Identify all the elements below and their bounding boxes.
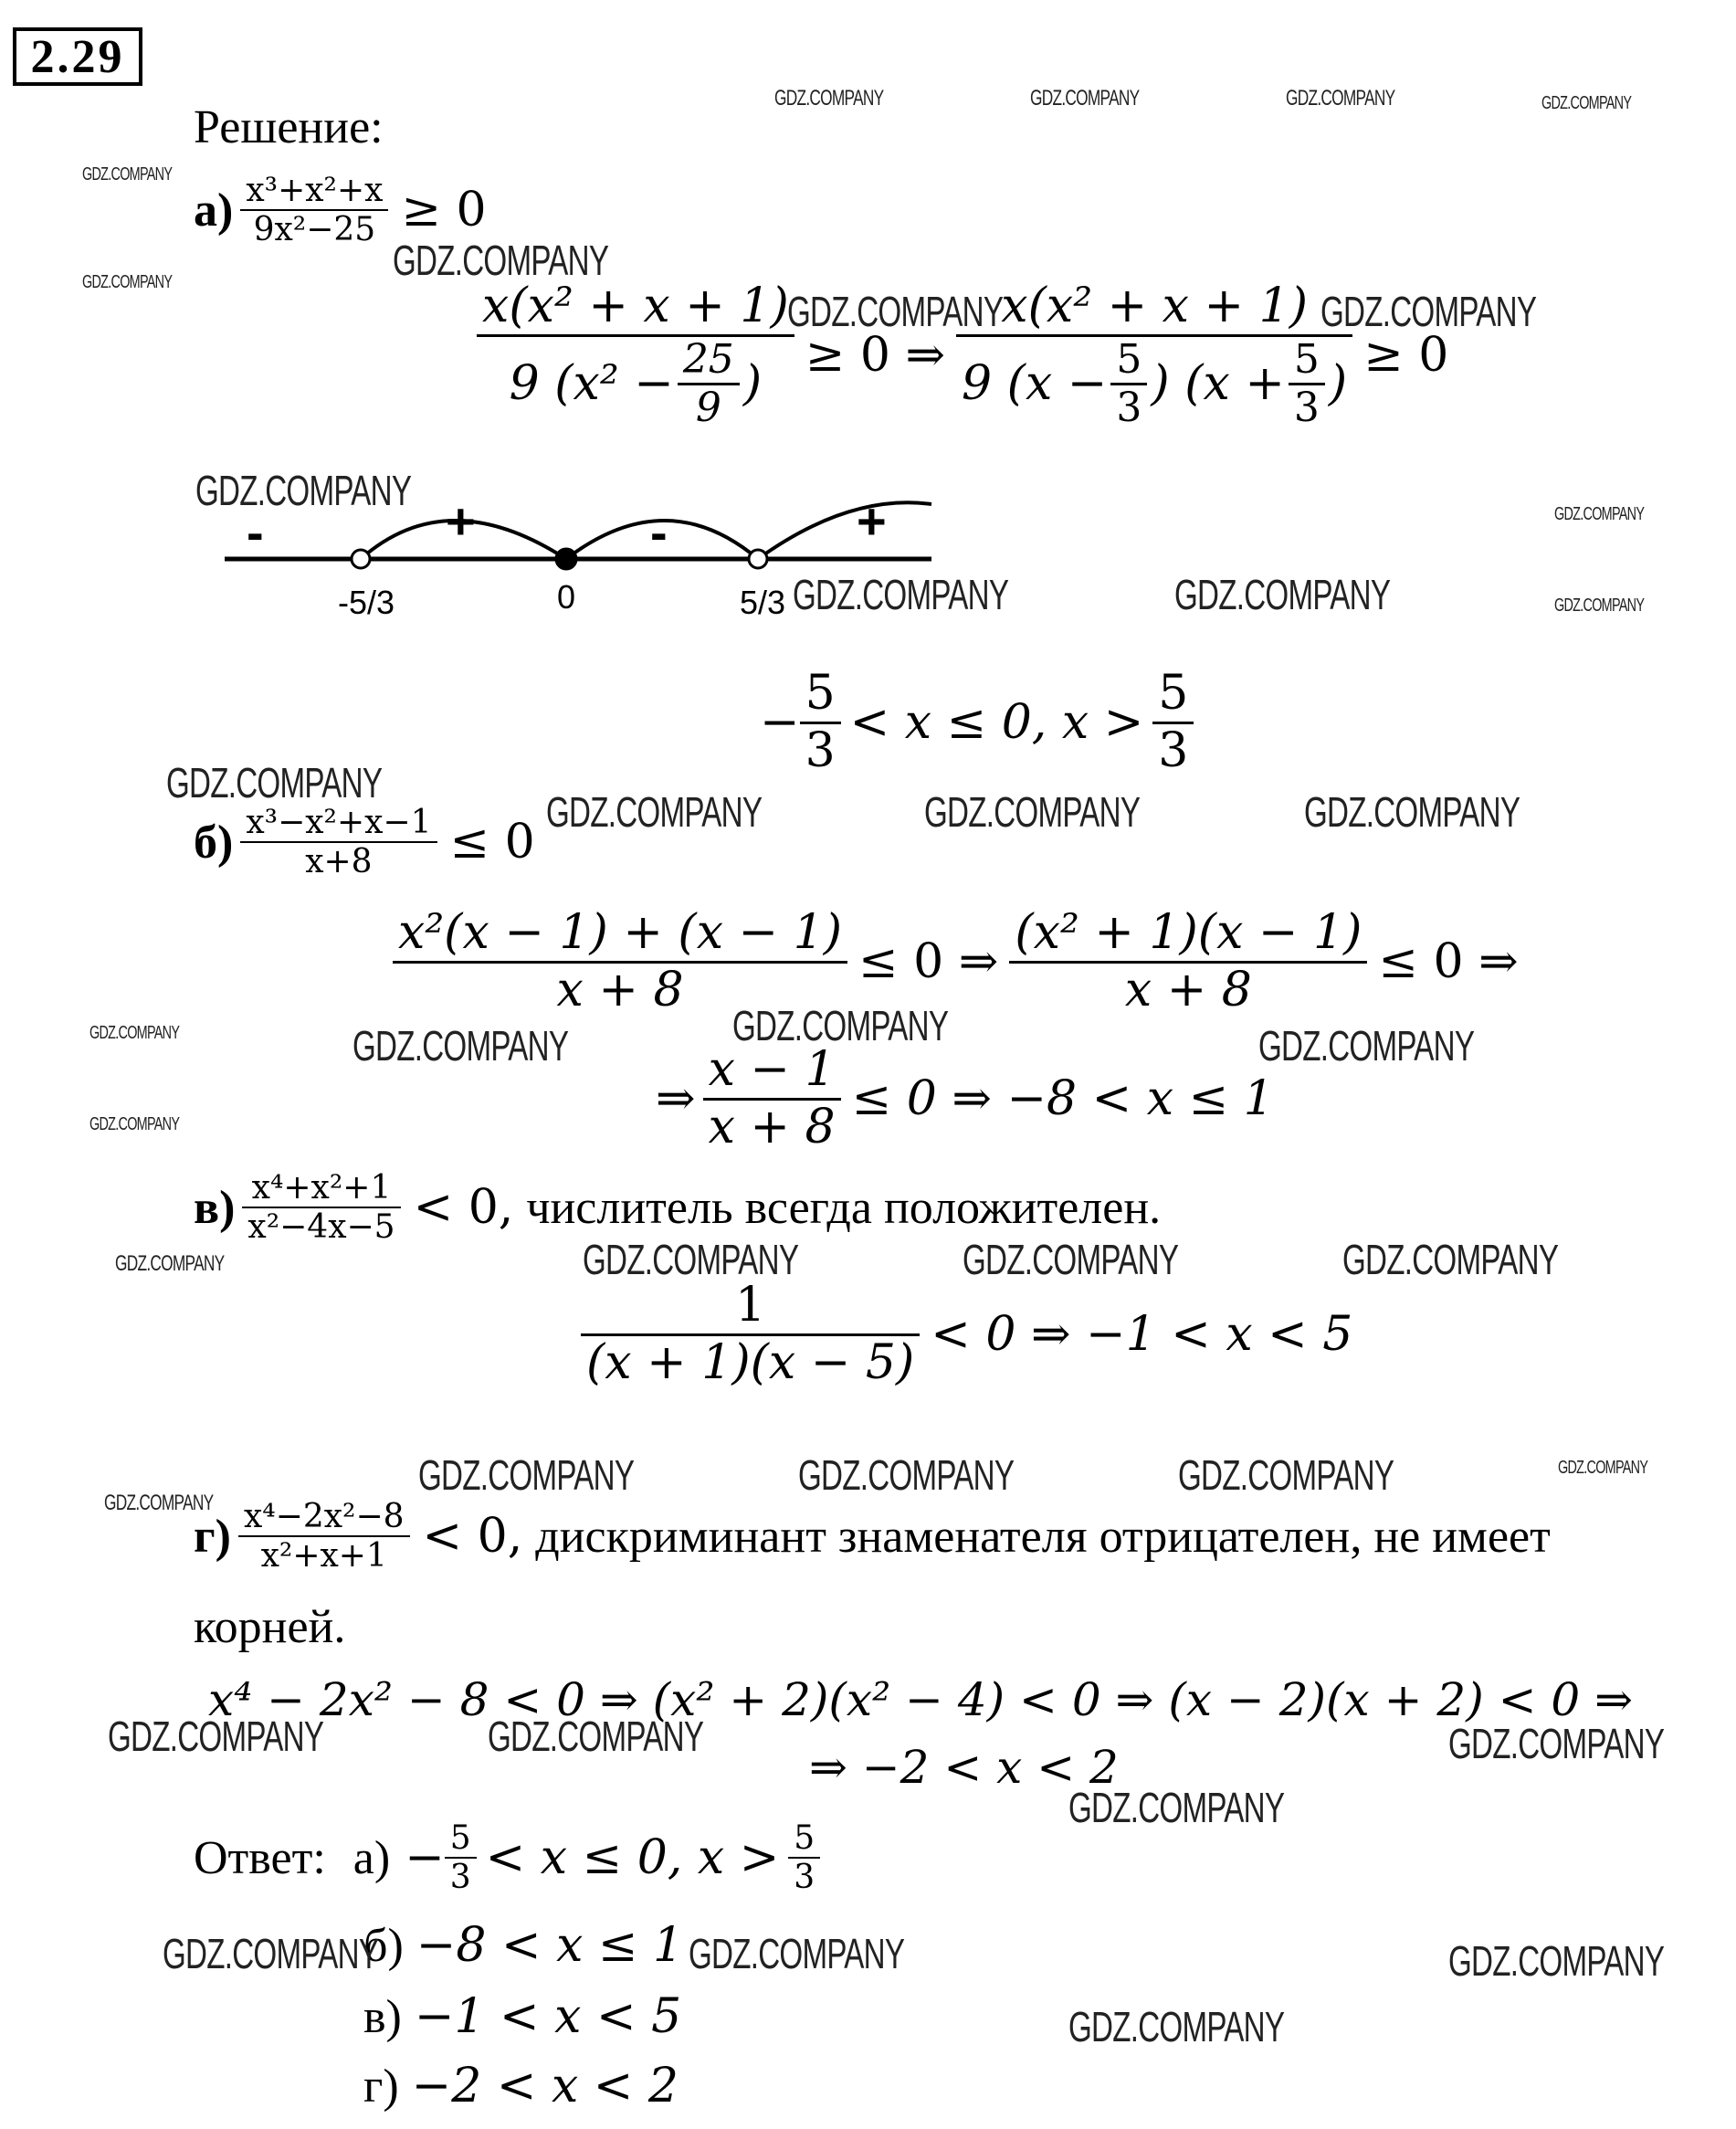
- watermark: GDZ.COMPANY: [793, 571, 1009, 618]
- watermark: GDZ.COMPANY: [1030, 86, 1140, 111]
- problem-number: 2.29: [13, 27, 142, 86]
- sign-plus-1: +: [446, 493, 476, 550]
- part-g-comment-2: корней.: [194, 1601, 346, 1653]
- part-a-f1-inner-fraction: [678, 337, 740, 432]
- answer-a-frac-1-num: 5: [449, 1819, 471, 1857]
- part-g-line-1: x⁴ − 2x² − 8 < 0 ⇒ (x² + 2)(x² − 4) < 0 ⇒ (x − 2)(x + 2) < 0 ⇒: [208, 1673, 1634, 1726]
- part-a-result-frac-1: [800, 667, 841, 779]
- part-b-fraction-2: [1009, 906, 1367, 1018]
- part-a-fraction-1-numerator: x(x² + x + 1): [482, 279, 789, 333]
- part-a-f2-frac-1-den: 3: [1116, 385, 1142, 432]
- answer-line-a: [194, 1819, 820, 1897]
- part-a-result: [760, 667, 1194, 779]
- watermark: GDZ.COMPANY: [195, 467, 412, 514]
- part-b-step-relation: ≤ 0 ⇒: [858, 934, 999, 990]
- answer-label: Ответ:: [194, 1831, 326, 1884]
- watermark: GDZ.COMPANY: [89, 1114, 180, 1134]
- watermark: GDZ.COMPANY: [924, 788, 1141, 836]
- answer-a-mid: < x ≤ 0, x >: [485, 1830, 780, 1886]
- watermark: GDZ.COMPANY: [1448, 1720, 1665, 1767]
- watermark: GDZ.COMPANY: [1320, 288, 1537, 335]
- watermark: GDZ.COMPANY: [1068, 1784, 1285, 1831]
- answer-a-frac-2-num: 5: [794, 1819, 815, 1857]
- watermark: GDZ.COMPANY: [732, 1002, 949, 1049]
- part-b-fraction-1-numerator: x²(x − 1) + (x − 1): [398, 905, 843, 960]
- part-b-given-fraction: [240, 804, 437, 881]
- sign-plus-2: +: [857, 493, 887, 550]
- part-v-given-fraction: [242, 1169, 400, 1247]
- part-g-comment-1: дискриминант знаменателя отрицателен, не имеет: [535, 1510, 1551, 1563]
- part-a-fraction-1-denominator: [504, 337, 767, 432]
- part-a-f2-frac-2: [1289, 337, 1325, 432]
- part-a-result-frac-2-num: 5: [1158, 666, 1189, 721]
- part-a-f2-frac-1: [1110, 337, 1147, 432]
- answer-g-label: г): [363, 2060, 399, 2113]
- watermark: GDZ.COMPANY: [1541, 93, 1632, 113]
- part-b-given-relation: ≤ 0: [449, 815, 535, 870]
- part-g-given-relation: < 0,: [422, 1509, 523, 1565]
- watermark: GDZ.COMPANY: [1258, 1022, 1475, 1070]
- part-v-fraction-1-denominator: (x + 1)(x − 5): [586, 1334, 915, 1390]
- answer-a-frac-2: [788, 1819, 820, 1897]
- part-a-f2-frac-2-den: 3: [1293, 385, 1320, 432]
- part-b-l2-pre: ⇒: [656, 1071, 696, 1127]
- part-v-post: < 0 ⇒ −1 < x < 5: [931, 1307, 1353, 1363]
- watermark: GDZ.COMPANY: [787, 288, 1004, 335]
- part-b-l2-post: ≤ 0 ⇒ −8 < x ≤ 1: [851, 1071, 1274, 1127]
- part-b-line-2: [656, 1043, 1274, 1155]
- solution-heading: Решение:: [194, 101, 384, 153]
- part-v-fraction-1-numerator: 1: [735, 1278, 766, 1333]
- part-a-given-numerator: x³+x²+x: [246, 172, 384, 209]
- sign-minus-2: -: [650, 503, 668, 561]
- part-a-end-relation: ≥ 0: [1363, 328, 1449, 384]
- answer-b-value: −8 < x ≤ 1: [416, 1918, 684, 1973]
- part-b-fraction-2-denominator: x + 8: [1124, 962, 1252, 1017]
- tick-label-0: 0: [557, 578, 576, 616]
- part-v-comment: числитель всегда положителен.: [526, 1181, 1162, 1234]
- watermark: GDZ.COMPANY: [488, 1713, 704, 1760]
- answer-v-value: −1 < x < 5: [414, 1989, 682, 2044]
- part-a-fraction-2-denominator: [956, 337, 1352, 432]
- watermark: GDZ.COMPANY: [82, 164, 173, 184]
- answer-a-minus: −: [405, 1830, 445, 1886]
- answer-b-label: б): [363, 1920, 404, 1972]
- answer-g-value: −2 < x < 2: [411, 2059, 679, 2113]
- part-a-fraction-2-numerator: x(x² + x + 1): [1001, 279, 1308, 333]
- answer-a-frac-1: [445, 1819, 477, 1897]
- part-v-label: в): [194, 1181, 236, 1234]
- part-b-given: [194, 804, 535, 881]
- part-b-fraction-2-numerator: (x² + 1)(x − 1): [1015, 905, 1362, 960]
- watermark: GDZ.COMPANY: [1068, 2003, 1285, 2050]
- watermark: GDZ.COMPANY: [393, 237, 609, 284]
- part-b-line-1: [393, 906, 1519, 1018]
- part-a-given-denominator: 9x²−25: [253, 211, 376, 249]
- watermark: GDZ.COMPANY: [418, 1451, 635, 1499]
- tick-label-5-3: 5/3: [740, 584, 786, 621]
- part-a-f1-inner-den: 9: [695, 385, 721, 432]
- watermark: GDZ.COMPANY: [583, 1236, 799, 1283]
- answer-a-frac-1-den: 3: [449, 1859, 471, 1897]
- part-a-label: а): [194, 184, 234, 237]
- part-g-given-numerator: x⁴−2x²−8: [243, 1498, 405, 1535]
- answer-line-v: [363, 1989, 681, 2044]
- answer-line-g: [363, 2059, 679, 2113]
- part-v-given-denominator: x²−4x−5: [247, 1208, 395, 1247]
- part-b-label: б): [194, 816, 234, 869]
- part-b-end-relation: ≤ 0 ⇒: [1378, 934, 1519, 990]
- watermark: GDZ.COMPANY: [115, 1251, 225, 1276]
- watermark: GDZ.COMPANY: [1342, 1236, 1559, 1283]
- part-b-fraction-3-numerator: x − 1: [708, 1042, 836, 1097]
- part-a-result-frac-2-den: 3: [1158, 722, 1189, 778]
- part-a-step-relation: ≥ 0 ⇒: [805, 328, 946, 384]
- part-b-fraction-3: [703, 1043, 841, 1155]
- part-g-label: г): [194, 1510, 231, 1563]
- watermark: GDZ.COMPANY: [104, 1491, 214, 1515]
- part-a-f2-frac-1-num: 5: [1116, 335, 1142, 383]
- part-g-given: [194, 1498, 1551, 1576]
- sign-arc-3: [758, 502, 931, 559]
- part-a-f1-den-post: ): [742, 355, 763, 411]
- part-a-fraction-1: [477, 279, 794, 432]
- part-b-fraction-1-denominator: x + 8: [556, 962, 684, 1017]
- part-a-given-fraction: [240, 172, 388, 249]
- watermark: GDZ.COMPANY: [1554, 504, 1645, 524]
- part-a-f2-den-b: ) (x +: [1151, 355, 1285, 411]
- answer-a-label: а): [352, 1831, 391, 1884]
- watermark: GDZ.COMPANY: [1174, 571, 1391, 618]
- watermark: GDZ.COMPANY: [1286, 86, 1395, 111]
- point-closed-0: [556, 549, 576, 569]
- watermark: GDZ.COMPANY: [546, 788, 763, 836]
- part-a-given-relation: ≥ 0: [401, 183, 487, 238]
- point-open-neg-5-3: [352, 550, 370, 568]
- part-g-given-fraction: [238, 1498, 410, 1576]
- watermark: GDZ.COMPANY: [108, 1713, 324, 1760]
- part-a-result-minus: −: [760, 695, 800, 751]
- part-g-line-2: ⇒ −2 < x < 2: [809, 1741, 1119, 1794]
- part-v-given-numerator: x⁴+x²+1: [251, 1169, 392, 1207]
- point-open-5-3: [749, 550, 767, 568]
- watermark: GDZ.COMPANY: [163, 1930, 379, 1977]
- watermark: GDZ.COMPANY: [1178, 1451, 1394, 1499]
- watermark: GDZ.COMPANY: [774, 86, 884, 111]
- part-v-line-1: [581, 1279, 1352, 1391]
- part-a-result-mid: < x ≤ 0, x >: [849, 695, 1144, 751]
- part-a-result-frac-2: [1152, 667, 1194, 779]
- part-a-f2-den-c: ): [1328, 355, 1348, 411]
- part-v-given-relation: < 0,: [413, 1180, 514, 1236]
- watermark: GDZ.COMPANY: [963, 1236, 1179, 1283]
- part-a-f1-den-pre: 9 (x² −: [509, 355, 674, 411]
- watermark: GDZ.COMPANY: [82, 272, 173, 292]
- part-a-result-frac-1-den: 3: [805, 722, 836, 778]
- part-g-given-denominator: x²+x+1: [260, 1537, 387, 1576]
- sign-minus-1: -: [247, 503, 264, 561]
- watermark: GDZ.COMPANY: [166, 759, 383, 806]
- watermark: GDZ.COMPANY: [1448, 1937, 1665, 1985]
- part-v-fraction-1: [581, 1279, 920, 1391]
- part-a-f2-den-a: 9 (x −: [962, 355, 1108, 411]
- part-b-given-numerator: x³−x²+x−1: [246, 804, 432, 841]
- part-a-result-frac-1-num: 5: [805, 666, 836, 721]
- watermark: GDZ.COMPANY: [89, 1023, 180, 1043]
- watermark: GDZ.COMPANY: [798, 1451, 1015, 1499]
- answer-v-label: в): [363, 1991, 402, 2043]
- part-a-f2-frac-2-num: 5: [1293, 335, 1320, 383]
- watermark: GDZ.COMPANY: [352, 1022, 569, 1070]
- watermark: GDZ.COMPANY: [1304, 788, 1520, 836]
- part-a-fraction-2: [956, 279, 1352, 432]
- tick-label-neg-5-3: -5/3: [338, 584, 395, 621]
- watermark: GDZ.COMPANY: [1554, 595, 1645, 616]
- part-a-f1-inner-num: 25: [682, 335, 734, 383]
- part-b-fraction-3-denominator: x + 8: [708, 1099, 836, 1154]
- answer-a-frac-2-den: 3: [794, 1859, 815, 1897]
- answer-line-b: [363, 1918, 683, 1973]
- part-b-given-denominator: x+8: [305, 843, 373, 881]
- watermark: GDZ.COMPANY: [1558, 1458, 1648, 1478]
- watermark: GDZ.COMPANY: [689, 1930, 905, 1977]
